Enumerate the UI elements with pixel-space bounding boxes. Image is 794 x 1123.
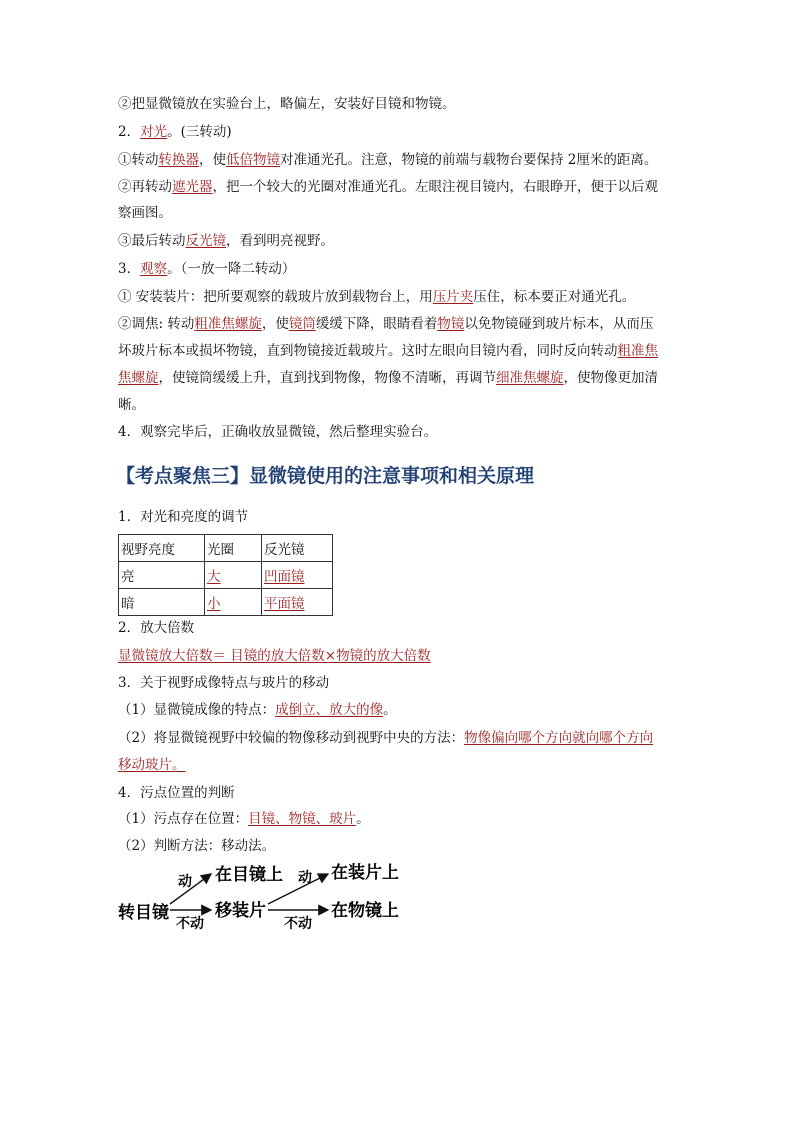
diagram-result-eyepiece: 在目镜上 — [215, 865, 283, 885]
text-line: ① 安装装片：把所要观察的载玻片放到载物台上，用压片夹压住，标本要正对通光孔。 — [118, 289, 636, 305]
text-line: ②调焦: 转动粗准焦螺旋，使镜筒缓缓下降，眼睛看着物镜以免物镜碰到玻片标本，从而压 — [118, 316, 654, 332]
diagram-label-not-move: 不动 — [176, 916, 204, 932]
table-cell: 小 — [205, 589, 262, 616]
answer-blank: 成倒立、放大的像 — [275, 702, 384, 718]
text-line: ③最后转动反光镜，看到明亮视野。 — [118, 233, 334, 249]
table-cell: 暗 — [119, 589, 205, 616]
text-line: ①转动转换器，使低倍物镜对准通光孔。注意，物镜的前端与载物台要保持 2厘米的距离。 — [118, 152, 658, 168]
table-cell: 光圈 — [205, 535, 262, 562]
text-line: 2．放大倍数 — [118, 620, 195, 636]
text-line: 察画图。 — [118, 205, 172, 221]
answer-blank: 物镜 — [437, 316, 465, 332]
diagram-result-slide: 在装片上 — [331, 863, 399, 883]
table-cell: 平面镜 — [262, 589, 333, 616]
text-line: 2．对光。(三转动) — [118, 124, 232, 140]
text-line: （1）污点存在位置：目镜、物镜、玻片。 — [118, 811, 370, 827]
answer-blank: 遮光器 — [172, 179, 213, 195]
table-header-row — [119, 535, 333, 562]
text-line: 3．观察。（一放一降二转动） — [118, 261, 296, 277]
brightness-table — [118, 534, 333, 616]
diagram-label-move: 动 — [178, 874, 192, 890]
table-cell: 亮 — [119, 562, 205, 589]
diagram-result-objective: 在物镜上 — [331, 901, 399, 921]
table-row — [119, 562, 333, 589]
diagram-move-slide: 移装片 — [215, 901, 266, 921]
answer-blank: 粗准焦 — [617, 343, 658, 359]
answer-blank: 显微镜放大倍数＝ 目镜的放大倍数×物镜的放大倍数 — [118, 648, 431, 664]
answer-blank: 低倍物镜 — [226, 152, 280, 168]
table-cell: 视野亮度 — [119, 535, 205, 562]
text-line: （1）显微镜成像的特点：成倒立、放大的像。 — [118, 702, 397, 718]
text-line: 焦螺旋，使镜筒缓缓上升，直到找到物像，物像不清晰，再调节细准焦螺旋，使物像更加清 — [118, 370, 658, 386]
text-line — [118, 755, 186, 775]
answer-blank: 移动玻片。 — [118, 757, 186, 773]
text-line: 坏玻片标本或损坏物镜，直到物镜接近载玻片。这时左眼向目镜内看，同时反向转动粗准焦 — [118, 343, 658, 359]
text-line: （2）判断方法：移动法。 — [118, 838, 276, 854]
text-line: 1．对光和亮度的调节 — [118, 509, 249, 525]
diagram-label-move-2: 动 — [298, 870, 312, 886]
text-line: ②把显微镜放在实验台上，略偏左，安装好目镜和物镜。 — [118, 96, 456, 112]
answer-blank: 目镜、物镜、玻片 — [248, 811, 357, 827]
answer-blank: 粗准焦螺旋 — [194, 316, 262, 332]
diagram-start: 转目镜 — [118, 903, 169, 923]
table-row — [119, 589, 333, 616]
text-line: 4．观察完毕后，正确收放显微镜，然后整理实验台。 — [118, 424, 438, 440]
stain-judgement-diagram — [118, 858, 418, 938]
answer-blank: 镜筒 — [288, 316, 316, 332]
text-line: （2）将显微镜视野中较偏的物像移动到视野中央的方法：物像偏向哪个方向就向哪个方向 — [118, 730, 654, 746]
text-line — [118, 646, 431, 666]
answer-blank: 观察 — [140, 261, 168, 277]
text-line: 晰。 — [118, 397, 145, 413]
diagram-label-not-move-2: 不动 — [284, 916, 312, 932]
answer-blank: 反光镜 — [185, 233, 226, 249]
table-cell: 凹面镜 — [262, 562, 333, 589]
table-cell: 大 — [205, 562, 262, 589]
text-line: 3．关于视野成像特点与玻片的移动 — [118, 675, 330, 691]
answer-blank: 物像偏向哪个方向就向哪个方向 — [464, 730, 654, 746]
table-cell: 反光镜 — [262, 535, 333, 562]
section-heading: 【考点聚焦三】显微镜使用的注意事项和相关原理 — [116, 465, 535, 487]
answer-blank: 焦螺旋 — [118, 370, 159, 386]
answer-blank: 压片夹 — [432, 289, 474, 305]
answer-blank: 细准焦螺旋 — [496, 370, 564, 386]
answer-blank: 对光 — [140, 124, 168, 140]
text-line: 4．污点位置的判断 — [118, 785, 235, 801]
text-line: ②再转动遮光器，把一个较大的光圈对准通光孔。左眼注视目镜内，右眼睁开，便于以后观 — [118, 179, 658, 195]
answer-blank: 转换器 — [158, 152, 199, 168]
